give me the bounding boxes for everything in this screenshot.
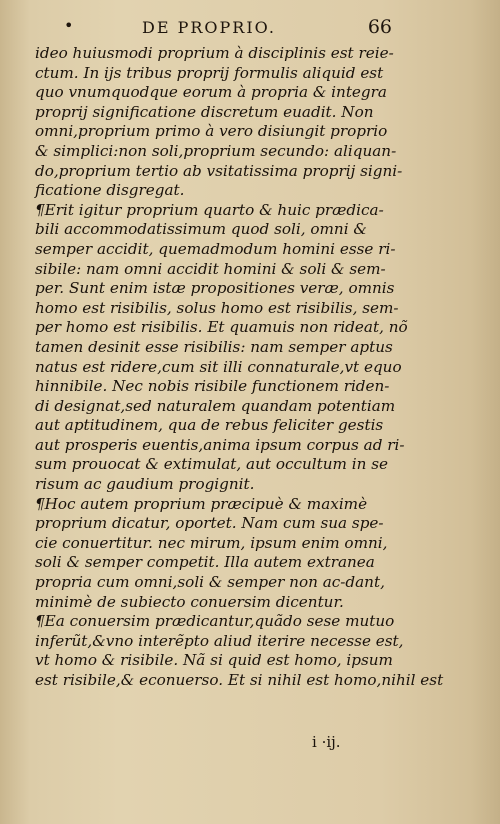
text-line: cie conuertitur. nec mirum, ipsum enim omni,	[35, 533, 388, 552]
text-line: & simplici:non soli,proprium secundo: aliquan-	[35, 141, 397, 160]
text-line: di designat,sed naturalem quandam potentiam	[35, 396, 396, 415]
text-line: per. Sunt enim istæ propositiones veræ, omnis	[35, 279, 395, 298]
text-line: est risibile,& econuerso. Et si nihil est homo,nihil est	[35, 671, 444, 689]
text-block	[35, 44, 444, 691]
text-line: do,proprium tertio ab vsitatissima proprij signi-	[35, 161, 403, 180]
text-line: aut aptitudinem, qua de rebus feliciter gestis	[35, 416, 384, 435]
text-line: per homo est risibilis. Et quamuis non rideat, nõ	[35, 318, 408, 337]
page-header	[60, 18, 390, 46]
text-line: omni,proprium primo à vero disiungit proprio	[35, 122, 388, 141]
text-line: ideo huiusmodi proprium à disciplinis est reie-	[35, 44, 394, 62]
folio-number: 66	[367, 16, 392, 38]
text-line: semper accidit, quemadmodum homini esse ri-	[35, 239, 396, 258]
text-line: ¶Erit igitur proprium quarto & huic prædica-	[35, 200, 384, 219]
text-line: minimè de subiecto conuersim dicentur.	[35, 592, 344, 611]
header-ornament: •	[64, 16, 74, 35]
text-line: soli & semper competit. Illa autem extranea	[35, 553, 375, 572]
text-line: inferũt,&vno interẽpto aliud iterire necesse est,	[35, 631, 404, 650]
text-line: sibile: nam omni accidit homini & soli & sem-	[35, 259, 386, 278]
text-line: ¶Ea conuersim prædicantur,quãdo sese mutuo	[35, 612, 395, 631]
text-line: ficatione disgregat.	[35, 181, 185, 200]
text-line: vt homo & risibile. Nã si quid est homo, ipsum	[35, 651, 393, 670]
text-line: tamen desinit esse risibilis: nam semper aptus	[35, 337, 393, 356]
text-line: bili accommodatissimum quod soli, omni &	[35, 220, 367, 239]
text-line: natus est ridere,cum sit illi connaturale,vt equo	[35, 357, 402, 376]
text-line: ctum. In ijs tribus proprij formulis aliquid est	[35, 63, 384, 82]
text-line: proprij significatione discretum euadit. Non	[35, 102, 374, 121]
text-line: hinnibile. Nec nobis risibile functionem riden-	[35, 377, 390, 396]
text-line: quo vnumquodque eorum à propria & integra	[35, 83, 387, 102]
text-line: ¶Hoc autem proprium præcipuè & maximè	[35, 494, 368, 513]
text-line: aut prosperis euentis,anima ipsum corpus ad ri-	[35, 435, 405, 454]
text-line: homo est risibilis, solus homo est risibilis, sem-	[35, 298, 399, 317]
text-line: risum ac gaudium progignit.	[35, 475, 255, 494]
running-title: DE PROPRIO.	[142, 18, 276, 37]
text-line: propria cum omni,soli & semper non ac-dant,	[35, 573, 385, 592]
signature-mark: i ·ij.	[312, 733, 341, 751]
text-line: proprium dicatur, oportet. Nam cum sua spe-	[35, 514, 384, 533]
text-line: sum prouocat & extimulat, aut occultum in se	[35, 455, 388, 474]
